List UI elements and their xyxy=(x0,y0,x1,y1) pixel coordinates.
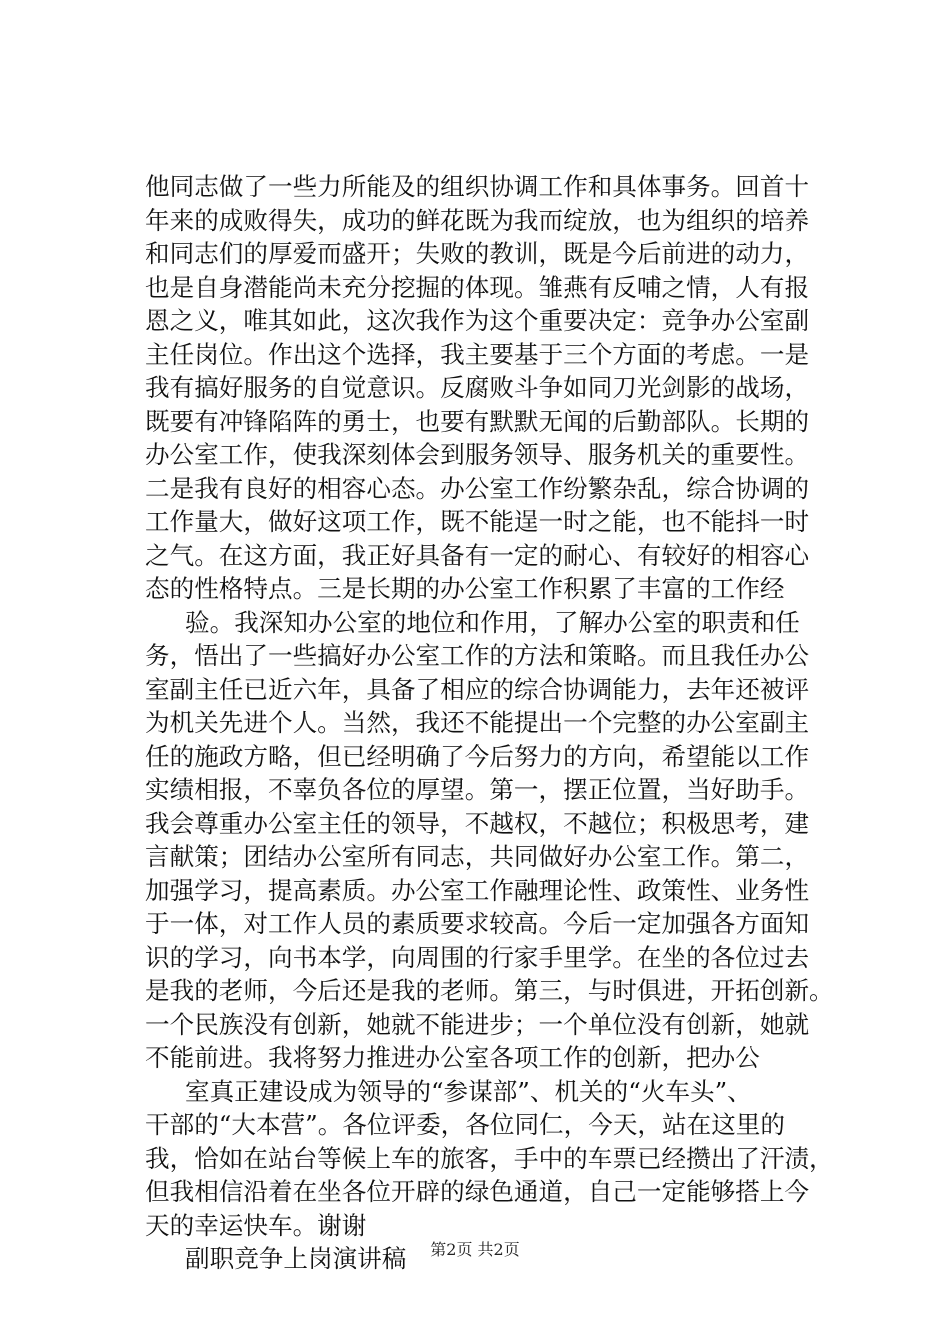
text-line-22: 加强学习，提高素质。办公室工作融理论性、政策性、业务性 xyxy=(145,875,810,905)
text-line-12: 之气。在这方面，我正好具备有一定的耐心、有较好的相容心 xyxy=(145,540,810,570)
text-line-14: 验。我深知办公室的地位和作用，了解办公室的职责和任 xyxy=(185,607,800,637)
text-line-9: 办公室工作，使我深刻体会到服务领导、服务机关的重要性。 xyxy=(145,440,810,469)
text-line-4: 也是自身潜能尚未充分挖掘的体现。雏燕有反哺之情，人有报 xyxy=(145,272,810,302)
text-line-15: 务，悟出了一些搞好办公室工作的方法和策略。而且我任办公 xyxy=(145,641,810,670)
text-line-13: 态的性格特点。三是长期的办公室工作积累了丰富的工作经 xyxy=(145,574,785,603)
text-line-21: 言献策；团结办公室所有同志，共同做好办公室工作。第二， xyxy=(145,842,810,871)
document-title-line: 副职竞争上岗演讲稿 xyxy=(185,1244,407,1273)
text-line-8: 既要有冲锋陷阵的勇士，也要有默默无闻的后勤部队。长期的 xyxy=(145,406,810,436)
text-line-32: 天的幸运快车。谢谢 xyxy=(145,1210,367,1240)
text-line-26: 一个民族没有创新，她就不能进步；一个单位没有创新，她就 xyxy=(145,1009,810,1039)
text-line-24: 识的学习，向书本学，向周围的行家手里学。在坐的各位过去 xyxy=(145,942,810,972)
text-line-16: 室副主任已近六年，具备了相应的综合协调能力，去年还被评 xyxy=(145,674,810,704)
page-footer: 第2页 共2页 xyxy=(430,1240,520,1259)
text-line-31: 但我相信沿着在坐各位开辟的绿色通道，自己一定能够搭上今 xyxy=(145,1177,810,1206)
text-line-11: 工作量大，做好这项工作，既不能逞一时之能，也不能抖一时 xyxy=(145,507,810,536)
text-line-20: 我会尊重办公室主任的领导，不越权，不越位；积极思考，建 xyxy=(145,808,810,838)
text-line-29: 干部的“大本营”。各位评委，各位同仁，今天，站在这里的 xyxy=(145,1110,785,1139)
text-line-2: 年来的成败得失，成功的鲜花既为我而绽放，也为组织的培养 xyxy=(145,205,810,235)
text-line-18: 任的施政方略，但已经明确了今后努力的方向，希望能以工作 xyxy=(145,741,810,771)
text-line-1: 他同志做了一些力所能及的组织协调工作和具体事务。回首十 xyxy=(145,172,810,201)
text-line-3: 和同志们的厚爱而盛开；失败的教训，既是今后前进的动力， xyxy=(145,239,810,268)
text-line-27: 不能前进。我将努力推进办公室各项工作的创新，把办公 xyxy=(145,1043,760,1072)
text-line-30: 我，恰如在站台等候上车的旅客，手中的车票已经攒出了汗渍， xyxy=(145,1143,834,1173)
text-line-7: 我有搞好服务的自觉意识。反腐败斗争如同刀光剑影的战场， xyxy=(145,373,810,402)
text-line-28: 室真正建设成为领导的“参谋部”、机关的“火车头”、 xyxy=(185,1076,752,1106)
text-line-17: 为机关先进个人。当然，我还不能提出一个完整的办公室副主 xyxy=(145,708,810,737)
text-line-23: 于一体，对工作人员的素质要求较高。今后一定加强各方面知 xyxy=(145,909,810,938)
text-line-25: 是我的老师，今后还是我的老师。第三，与时俱进，开拓创新。 xyxy=(145,976,834,1005)
text-line-10: 二是我有良好的相容心态。办公室工作纷繁杂乱，综合协调的 xyxy=(145,473,810,503)
text-line-19: 实绩相报，不辜负各位的厚望。第一，摆正位置，当好助手。 xyxy=(145,775,810,804)
text-line-5: 恩之义，唯其如此，这次我作为这个重要决定：竞争办公室副 xyxy=(145,306,810,335)
body-text xyxy=(145,170,835,1276)
text-line-6: 主任岗位。作出这个选择，我主要基于三个方面的考虑。一是 xyxy=(145,339,810,369)
